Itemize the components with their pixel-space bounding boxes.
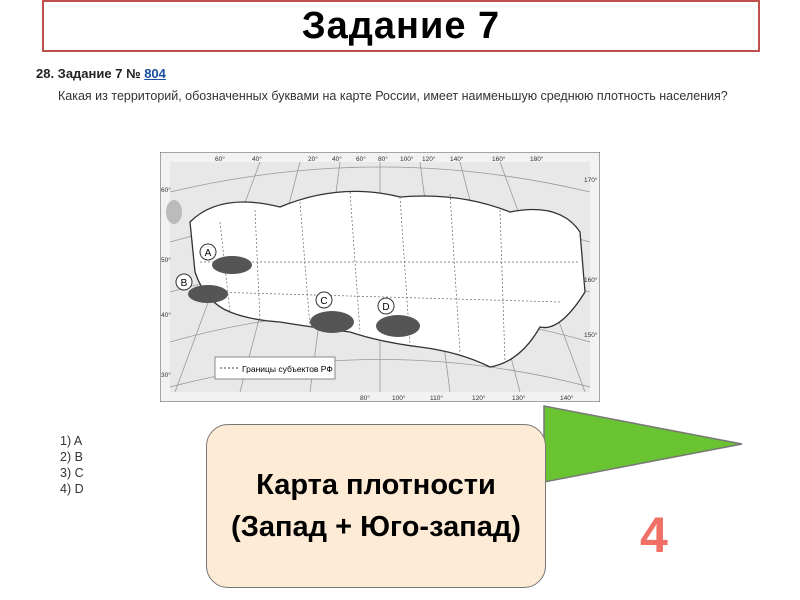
legend-label: Границы субъектов РФ [242, 364, 333, 374]
lon-bottom-1: 100° [392, 395, 406, 402]
west-region-shade [166, 200, 182, 224]
option-2[interactable]: 2) B [60, 450, 83, 464]
title-banner [42, 0, 760, 52]
lon-top-8: 140° [450, 156, 464, 163]
green-arrow [540, 404, 746, 484]
marker-c-label: C [320, 296, 328, 307]
lat-left-1: 50° [161, 257, 171, 264]
answer-options [60, 433, 84, 497]
region-a-area [212, 256, 252, 274]
lon-top-4: 60° [356, 156, 366, 163]
task-heading-prefix: 28. Задание 7 № [36, 66, 141, 81]
lon-bottom-3: 120° [472, 395, 486, 402]
lon-bottom-2: 110° [430, 395, 443, 402]
lat-left-0: 60° [161, 187, 171, 194]
lon-top-3: 40° [332, 156, 342, 163]
map-legend [215, 357, 335, 379]
lon-top-1: 40° [252, 156, 262, 163]
lon-top-7: 120° [422, 156, 436, 163]
region-b-area [188, 285, 228, 303]
lon-top-5: 80° [378, 156, 388, 163]
option-3[interactable]: 3) C [60, 466, 84, 480]
lon-top-0: 60° [215, 156, 225, 163]
lon-top-10: 180° [530, 156, 544, 163]
marker-a-label: A [204, 248, 212, 259]
option-1[interactable]: 1) A [60, 434, 83, 448]
region-c-area [310, 311, 354, 333]
task-heading [36, 66, 166, 81]
lon-top-9: 160° [492, 156, 506, 163]
lat-left-3: 30° [161, 372, 171, 379]
lat-right-0: 170° [584, 177, 598, 184]
marker-d-label: D [382, 302, 390, 313]
hint-text: Карта плотности (Запад + Юго-запад) [231, 469, 521, 543]
marker-b-label: B [180, 278, 188, 289]
region-d-area [376, 315, 420, 337]
lat-right-2: 150° [584, 332, 598, 339]
map-svg [160, 152, 600, 402]
lon-top-6: 100° [400, 156, 414, 163]
lon-bottom-4: 130° [512, 395, 526, 402]
lon-bottom-0: 80° [360, 395, 370, 402]
lon-bottom-5: 140° [560, 395, 574, 402]
task-number-link[interactable]: 804 [144, 66, 166, 81]
answer-number: 4 [640, 507, 668, 563]
hint-callout [206, 424, 546, 588]
lon-top-2: 20° [308, 156, 318, 163]
option-4[interactable]: 4) D [60, 482, 84, 496]
lat-left-2: 40° [161, 312, 171, 319]
question-text: Какая из территорий, обозначенных буквами на карте России, имеет наименьшую среднюю плотность населения? [58, 89, 728, 103]
lat-right-1: 160° [584, 277, 598, 284]
page-title: Задание 7 [301, 4, 501, 47]
russia-map [160, 152, 600, 402]
